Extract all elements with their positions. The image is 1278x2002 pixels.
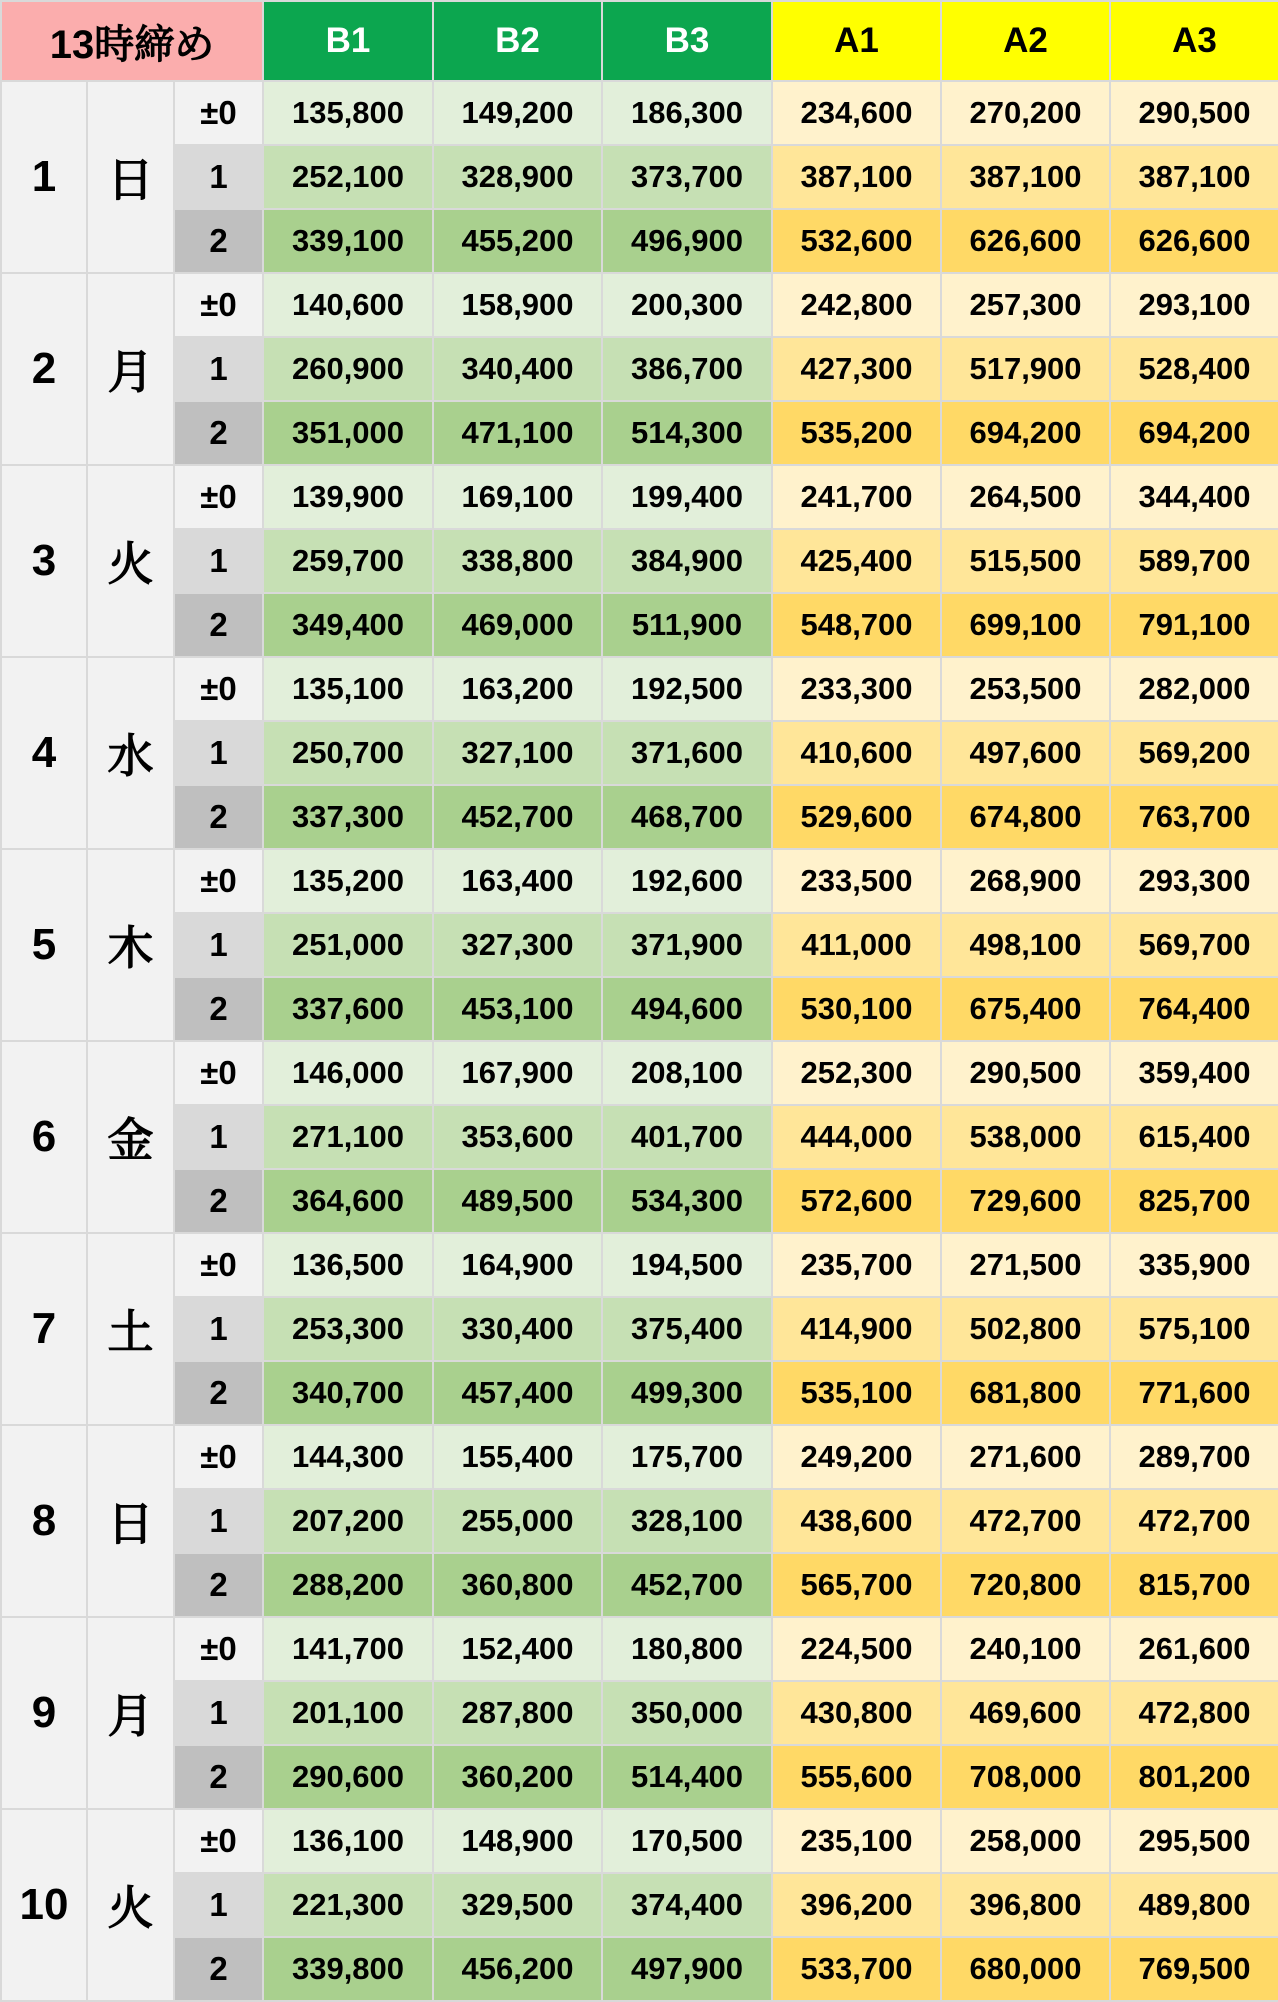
value-cell: 764,400 <box>1110 977 1278 1041</box>
value-cell: 290,500 <box>1110 81 1278 145</box>
table-row <box>1 721 1278 785</box>
table-row <box>1 1873 1278 1937</box>
value-cell: 271,600 <box>941 1425 1110 1489</box>
value-cell: 155,400 <box>433 1425 602 1489</box>
value-cell: 240,100 <box>941 1617 1110 1681</box>
value-cell: 374,400 <box>602 1873 772 1937</box>
day-name-cell: 金 <box>87 1041 174 1233</box>
offset-label-cell: 2 <box>174 1169 263 1233</box>
value-cell: 167,900 <box>433 1041 602 1105</box>
day-number-cell: 3 <box>1 465 87 657</box>
value-cell: 327,300 <box>433 913 602 977</box>
value-cell: 180,800 <box>602 1617 772 1681</box>
value-cell: 360,200 <box>433 1745 602 1809</box>
offset-label-cell: 2 <box>174 209 263 273</box>
value-cell: 535,200 <box>772 401 941 465</box>
table-row <box>1 657 1278 721</box>
value-cell: 290,500 <box>941 1041 1110 1105</box>
value-cell: 472,800 <box>1110 1681 1278 1745</box>
offset-label-cell: 2 <box>174 1937 263 2001</box>
value-cell: 148,900 <box>433 1809 602 1873</box>
offset-label-cell: 1 <box>174 721 263 785</box>
value-cell: 290,600 <box>263 1745 433 1809</box>
day-name-cell: 月 <box>87 273 174 465</box>
value-cell: 353,600 <box>433 1105 602 1169</box>
offset-label-cell: 1 <box>174 1681 263 1745</box>
table-row <box>1 1233 1278 1297</box>
value-cell: 471,100 <box>433 401 602 465</box>
value-cell: 259,700 <box>263 529 433 593</box>
value-cell: 146,000 <box>263 1041 433 1105</box>
value-cell: 396,200 <box>772 1873 941 1937</box>
offset-label-cell: 1 <box>174 913 263 977</box>
value-cell: 268,900 <box>941 849 1110 913</box>
value-cell: 349,400 <box>263 593 433 657</box>
value-cell: 199,400 <box>602 465 772 529</box>
value-cell: 364,600 <box>263 1169 433 1233</box>
day-number-cell: 10 <box>1 1809 87 2001</box>
offset-label-cell: ±0 <box>174 657 263 721</box>
value-cell: 532,600 <box>772 209 941 273</box>
value-cell: 261,600 <box>1110 1617 1278 1681</box>
value-cell: 534,300 <box>602 1169 772 1233</box>
value-cell: 791,100 <box>1110 593 1278 657</box>
value-cell: 328,900 <box>433 145 602 209</box>
value-cell: 289,700 <box>1110 1425 1278 1489</box>
table-row <box>1 593 1278 657</box>
value-cell: 186,300 <box>602 81 772 145</box>
table-row <box>1 401 1278 465</box>
day-name-cell: 月 <box>87 1617 174 1809</box>
value-cell: 729,600 <box>941 1169 1110 1233</box>
value-cell: 135,800 <box>263 81 433 145</box>
day-number-cell: 4 <box>1 657 87 849</box>
value-cell: 252,300 <box>772 1041 941 1105</box>
col-header-a2: A2 <box>941 1 1110 81</box>
value-cell: 452,700 <box>602 1553 772 1617</box>
value-cell: 675,400 <box>941 977 1110 1041</box>
table-row <box>1 1809 1278 1873</box>
day-name-cell: 火 <box>87 465 174 657</box>
offset-label-cell: ±0 <box>174 1809 263 1873</box>
value-cell: 517,900 <box>941 337 1110 401</box>
offset-label-cell: 2 <box>174 1553 263 1617</box>
value-cell: 430,800 <box>772 1681 941 1745</box>
header-row <box>1 1 1278 81</box>
value-cell: 350,000 <box>602 1681 772 1745</box>
value-cell: 387,100 <box>1110 145 1278 209</box>
offset-label-cell: 1 <box>174 145 263 209</box>
value-cell: 164,900 <box>433 1233 602 1297</box>
value-cell: 253,300 <box>263 1297 433 1361</box>
offset-label-cell: ±0 <box>174 1233 263 1297</box>
value-cell: 720,800 <box>941 1553 1110 1617</box>
table-row <box>1 785 1278 849</box>
day-number-cell: 9 <box>1 1617 87 1809</box>
table-title: 13時締め <box>1 1 263 81</box>
offset-label-cell: 1 <box>174 1105 263 1169</box>
value-cell: 763,700 <box>1110 785 1278 849</box>
table-row <box>1 81 1278 145</box>
offset-label-cell: ±0 <box>174 273 263 337</box>
table-row <box>1 1681 1278 1745</box>
value-cell: 255,000 <box>433 1489 602 1553</box>
value-cell: 626,600 <box>941 209 1110 273</box>
table-body <box>1 81 1278 2001</box>
value-cell: 497,600 <box>941 721 1110 785</box>
table-row <box>1 273 1278 337</box>
value-cell: 472,700 <box>1110 1489 1278 1553</box>
value-cell: 169,100 <box>433 465 602 529</box>
value-cell: 359,400 <box>1110 1041 1278 1105</box>
value-cell: 140,600 <box>263 273 433 337</box>
value-cell: 271,500 <box>941 1233 1110 1297</box>
value-cell: 260,900 <box>263 337 433 401</box>
value-cell: 514,300 <box>602 401 772 465</box>
value-cell: 387,100 <box>772 145 941 209</box>
value-cell: 192,500 <box>602 657 772 721</box>
day-number-cell: 6 <box>1 1041 87 1233</box>
value-cell: 489,500 <box>433 1169 602 1233</box>
value-cell: 360,800 <box>433 1553 602 1617</box>
value-cell: 502,800 <box>941 1297 1110 1361</box>
day-name-cell: 水 <box>87 657 174 849</box>
value-cell: 496,900 <box>602 209 772 273</box>
value-cell: 575,100 <box>1110 1297 1278 1361</box>
table-row <box>1 1105 1278 1169</box>
table-row <box>1 529 1278 593</box>
table-row <box>1 1041 1278 1105</box>
value-cell: 528,400 <box>1110 337 1278 401</box>
table-row <box>1 1169 1278 1233</box>
value-cell: 452,700 <box>433 785 602 849</box>
value-cell: 287,800 <box>433 1681 602 1745</box>
col-header-b1: B1 <box>263 1 433 81</box>
value-cell: 170,500 <box>602 1809 772 1873</box>
value-cell: 565,700 <box>772 1553 941 1617</box>
value-cell: 135,100 <box>263 657 433 721</box>
value-cell: 572,600 <box>772 1169 941 1233</box>
value-cell: 438,600 <box>772 1489 941 1553</box>
value-cell: 233,300 <box>772 657 941 721</box>
offset-label-cell: 2 <box>174 593 263 657</box>
value-cell: 469,000 <box>433 593 602 657</box>
value-cell: 514,400 <box>602 1745 772 1809</box>
value-cell: 152,400 <box>433 1617 602 1681</box>
value-cell: 329,500 <box>433 1873 602 1937</box>
table-row <box>1 145 1278 209</box>
value-cell: 208,100 <box>602 1041 772 1105</box>
value-cell: 139,900 <box>263 465 433 529</box>
offset-label-cell: 2 <box>174 401 263 465</box>
value-cell: 136,100 <box>263 1809 433 1873</box>
value-cell: 489,800 <box>1110 1873 1278 1937</box>
value-cell: 511,900 <box>602 593 772 657</box>
value-cell: 699,100 <box>941 593 1110 657</box>
offset-label-cell: 1 <box>174 529 263 593</box>
day-number-cell: 1 <box>1 81 87 273</box>
value-cell: 192,600 <box>602 849 772 913</box>
table-row <box>1 849 1278 913</box>
table-row <box>1 1937 1278 2001</box>
value-cell: 328,100 <box>602 1489 772 1553</box>
value-cell: 339,800 <box>263 1937 433 2001</box>
value-cell: 499,300 <box>602 1361 772 1425</box>
value-cell: 396,800 <box>941 1873 1110 1937</box>
value-cell: 149,200 <box>433 81 602 145</box>
value-cell: 264,500 <box>941 465 1110 529</box>
offset-label-cell: 1 <box>174 1297 263 1361</box>
col-header-b3: B3 <box>602 1 772 81</box>
value-cell: 371,900 <box>602 913 772 977</box>
value-cell: 340,400 <box>433 337 602 401</box>
value-cell: 469,600 <box>941 1681 1110 1745</box>
value-cell: 674,800 <box>941 785 1110 849</box>
value-cell: 207,200 <box>263 1489 433 1553</box>
offset-label-cell: 2 <box>174 1745 263 1809</box>
offset-label-cell: ±0 <box>174 1617 263 1681</box>
value-cell: 340,700 <box>263 1361 433 1425</box>
offset-label-cell: ±0 <box>174 81 263 145</box>
value-cell: 250,700 <box>263 721 433 785</box>
value-cell: 270,200 <box>941 81 1110 145</box>
value-cell: 515,500 <box>941 529 1110 593</box>
value-cell: 410,600 <box>772 721 941 785</box>
value-cell: 498,100 <box>941 913 1110 977</box>
offset-label-cell: 1 <box>174 1489 263 1553</box>
table-row <box>1 1617 1278 1681</box>
value-cell: 386,700 <box>602 337 772 401</box>
value-cell: 235,100 <box>772 1809 941 1873</box>
value-cell: 401,700 <box>602 1105 772 1169</box>
value-cell: 589,700 <box>1110 529 1278 593</box>
value-cell: 548,700 <box>772 593 941 657</box>
value-cell: 252,100 <box>263 145 433 209</box>
value-cell: 411,000 <box>772 913 941 977</box>
value-cell: 384,900 <box>602 529 772 593</box>
value-cell: 288,200 <box>263 1553 433 1617</box>
value-cell: 771,600 <box>1110 1361 1278 1425</box>
value-cell: 497,900 <box>602 1937 772 2001</box>
value-cell: 815,700 <box>1110 1553 1278 1617</box>
table-row <box>1 1553 1278 1617</box>
table-row <box>1 465 1278 529</box>
value-cell: 825,700 <box>1110 1169 1278 1233</box>
offset-label-cell: 2 <box>174 785 263 849</box>
value-cell: 337,300 <box>263 785 433 849</box>
value-cell: 234,600 <box>772 81 941 145</box>
value-cell: 335,900 <box>1110 1233 1278 1297</box>
day-number-cell: 7 <box>1 1233 87 1425</box>
value-cell: 253,500 <box>941 657 1110 721</box>
offset-label-cell: 2 <box>174 977 263 1041</box>
table-row <box>1 1425 1278 1489</box>
value-cell: 533,700 <box>772 1937 941 2001</box>
value-cell: 194,500 <box>602 1233 772 1297</box>
value-cell: 163,200 <box>433 657 602 721</box>
value-cell: 694,200 <box>1110 401 1278 465</box>
value-cell: 258,000 <box>941 1809 1110 1873</box>
value-cell: 330,400 <box>433 1297 602 1361</box>
value-cell: 538,000 <box>941 1105 1110 1169</box>
value-cell: 175,700 <box>602 1425 772 1489</box>
value-cell: 444,000 <box>772 1105 941 1169</box>
day-number-cell: 8 <box>1 1425 87 1617</box>
col-header-a3: A3 <box>1110 1 1278 81</box>
value-cell: 141,700 <box>263 1617 433 1681</box>
value-cell: 569,200 <box>1110 721 1278 785</box>
value-cell: 327,100 <box>433 721 602 785</box>
value-cell: 251,000 <box>263 913 433 977</box>
day-name-cell: 日 <box>87 81 174 273</box>
table-row <box>1 209 1278 273</box>
table-row <box>1 1297 1278 1361</box>
value-cell: 387,100 <box>941 145 1110 209</box>
value-cell: 681,800 <box>941 1361 1110 1425</box>
value-cell: 338,800 <box>433 529 602 593</box>
value-cell: 472,700 <box>941 1489 1110 1553</box>
value-cell: 373,700 <box>602 145 772 209</box>
value-cell: 293,100 <box>1110 273 1278 337</box>
value-cell: 708,000 <box>941 1745 1110 1809</box>
day-name-cell: 火 <box>87 1809 174 2001</box>
offset-label-cell: ±0 <box>174 1041 263 1105</box>
value-cell: 351,000 <box>263 401 433 465</box>
offset-label-cell: 1 <box>174 1873 263 1937</box>
day-number-cell: 5 <box>1 849 87 1041</box>
value-cell: 694,200 <box>941 401 1110 465</box>
value-cell: 375,400 <box>602 1297 772 1361</box>
value-cell: 158,900 <box>433 273 602 337</box>
value-cell: 200,300 <box>602 273 772 337</box>
value-cell: 339,100 <box>263 209 433 273</box>
value-cell: 344,400 <box>1110 465 1278 529</box>
day-number-cell: 2 <box>1 273 87 465</box>
offset-label-cell: 1 <box>174 337 263 401</box>
value-cell: 453,100 <box>433 977 602 1041</box>
table-row <box>1 977 1278 1041</box>
value-cell: 615,400 <box>1110 1105 1278 1169</box>
value-cell: 457,400 <box>433 1361 602 1425</box>
value-cell: 249,200 <box>772 1425 941 1489</box>
value-cell: 535,100 <box>772 1361 941 1425</box>
value-cell: 626,600 <box>1110 209 1278 273</box>
day-name-cell: 土 <box>87 1233 174 1425</box>
table-row <box>1 1489 1278 1553</box>
table-row <box>1 913 1278 977</box>
value-cell: 241,700 <box>772 465 941 529</box>
value-cell: 455,200 <box>433 209 602 273</box>
value-cell: 680,000 <box>941 1937 1110 2001</box>
value-cell: 201,100 <box>263 1681 433 1745</box>
value-cell: 144,300 <box>263 1425 433 1489</box>
value-cell: 425,400 <box>772 529 941 593</box>
value-cell: 555,600 <box>772 1745 941 1809</box>
offset-label-cell: 2 <box>174 1361 263 1425</box>
value-cell: 494,600 <box>602 977 772 1041</box>
value-cell: 371,600 <box>602 721 772 785</box>
value-cell: 163,400 <box>433 849 602 913</box>
col-header-a1: A1 <box>772 1 941 81</box>
value-cell: 427,300 <box>772 337 941 401</box>
offset-label-cell: ±0 <box>174 465 263 529</box>
value-cell: 224,500 <box>772 1617 941 1681</box>
table-row <box>1 1745 1278 1809</box>
value-cell: 530,100 <box>772 977 941 1041</box>
value-cell: 282,000 <box>1110 657 1278 721</box>
value-cell: 337,600 <box>263 977 433 1041</box>
value-cell: 293,300 <box>1110 849 1278 913</box>
day-name-cell: 日 <box>87 1425 174 1617</box>
value-cell: 414,900 <box>772 1297 941 1361</box>
value-cell: 456,200 <box>433 1937 602 2001</box>
col-header-b2: B2 <box>433 1 602 81</box>
day-name-cell: 木 <box>87 849 174 1041</box>
value-cell: 135,200 <box>263 849 433 913</box>
offset-label-cell: ±0 <box>174 1425 263 1489</box>
value-cell: 468,700 <box>602 785 772 849</box>
value-cell: 769,500 <box>1110 1937 1278 2001</box>
value-cell: 136,500 <box>263 1233 433 1297</box>
value-cell: 242,800 <box>772 273 941 337</box>
value-cell: 801,200 <box>1110 1745 1278 1809</box>
value-cell: 271,100 <box>263 1105 433 1169</box>
value-cell: 295,500 <box>1110 1809 1278 1873</box>
value-cell: 529,600 <box>772 785 941 849</box>
offset-label-cell: ±0 <box>174 849 263 913</box>
value-cell: 221,300 <box>263 1873 433 1937</box>
value-cell: 235,700 <box>772 1233 941 1297</box>
value-cell: 233,500 <box>772 849 941 913</box>
table-row <box>1 1361 1278 1425</box>
value-cell: 257,300 <box>941 273 1110 337</box>
value-cell: 569,700 <box>1110 913 1278 977</box>
table-row <box>1 337 1278 401</box>
